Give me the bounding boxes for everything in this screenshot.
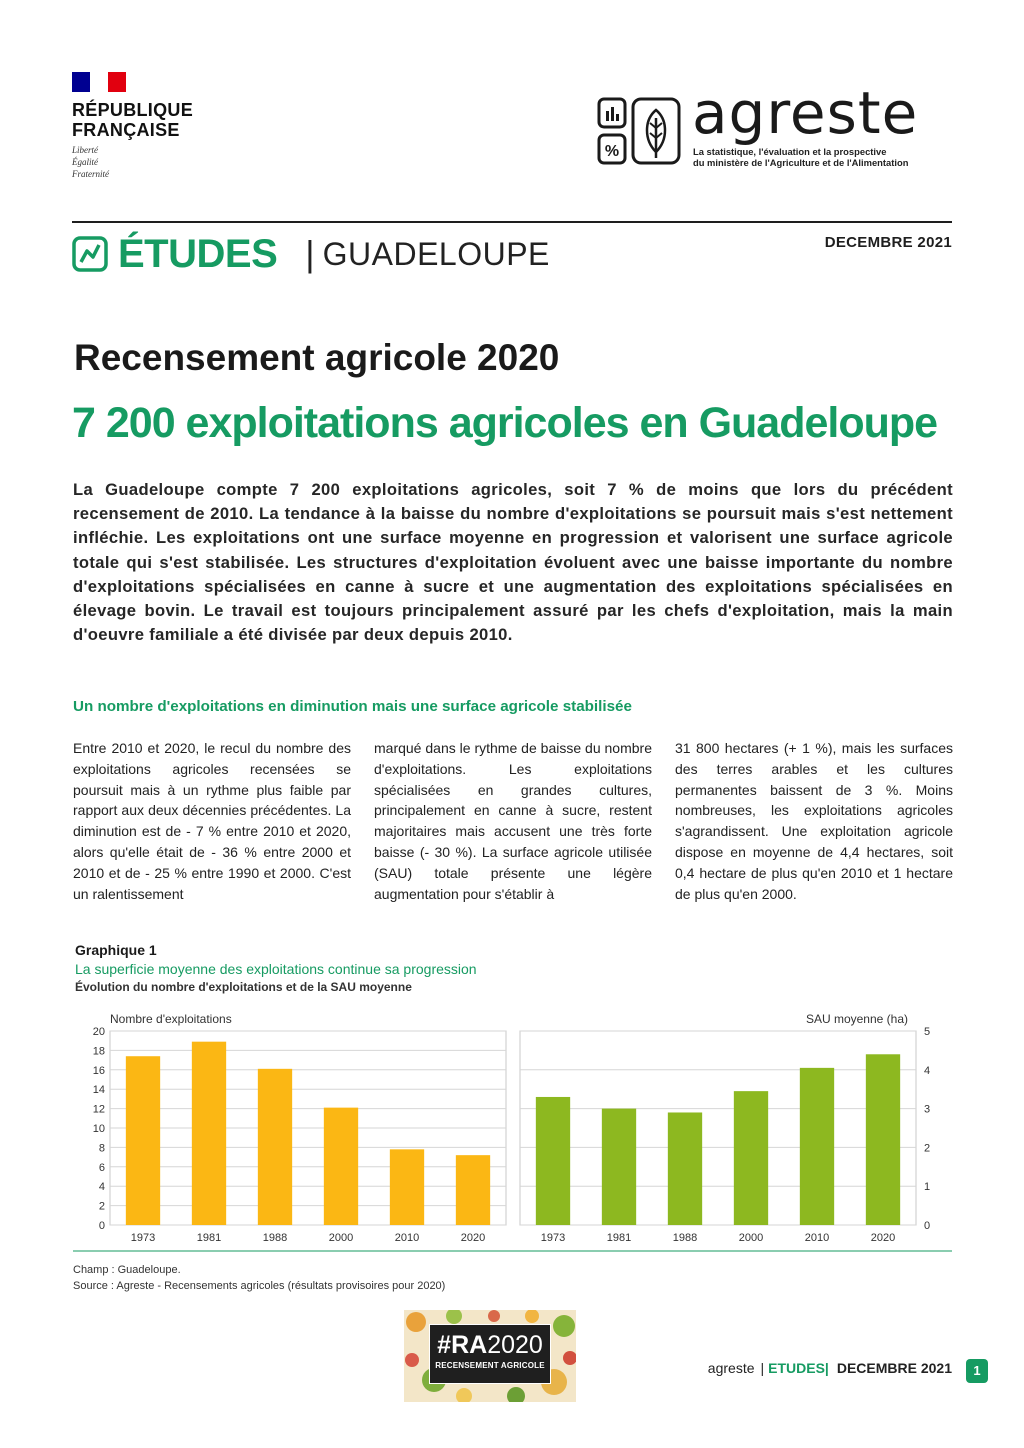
publication-date: DECEMBRE 2021: [824, 234, 952, 251]
chart-frame: [520, 1031, 916, 1225]
body-column-1: Entre 2010 et 2020, le recul du nombre des exploitations agricoles recensées se poursuit mais à un rythme plus faible par rapport aux deux décennies précédentes. La diminution est de - 7 % entre 2010 et 2020, alors qu'elle était de - 36 % entre 2000 et 2010 et de - 25 % entre 1990 et 2000. C'est un ralentissement: [73, 740, 351, 902]
x-tick-label: 1973: [130, 1232, 156, 1244]
republique-francaise-logo: [72, 72, 193, 180]
x-tick-label: 1981: [606, 1232, 632, 1244]
category-label: ÉTUDES: [118, 231, 278, 276]
y-tick-label: 6: [98, 1161, 105, 1174]
y-tick-label: 4: [924, 1064, 931, 1077]
bar: [800, 1068, 834, 1225]
y-tick-label: 18: [92, 1045, 105, 1058]
region-label: GUADELOUPE: [322, 235, 550, 272]
republique-francaise-name: RÉPUBLIQUE FRANÇAISE: [72, 100, 194, 140]
agreste-logo: [596, 79, 956, 172]
y-tick-label: 8: [98, 1142, 105, 1155]
x-tick-label: 2020: [870, 1232, 896, 1244]
bar: [866, 1054, 900, 1225]
section-heading: Un nombre d'exploitations en diminution mais une surface agricole stabilisée: [73, 698, 632, 715]
y-tick-label: 10: [92, 1123, 105, 1135]
ra-subtitle: RECENSEMENT AGRICOLE: [435, 1361, 545, 1370]
y-tick-label: 12: [92, 1103, 105, 1116]
figure-champ: Champ : Guadeloupe.: [73, 1264, 181, 1276]
figure-notes: [73, 1262, 445, 1294]
y-tick-label: 4: [98, 1181, 105, 1194]
ra2020-badge: [404, 1310, 576, 1402]
bar-charts: [60, 1005, 960, 1255]
x-tick-label: 2010: [394, 1232, 420, 1244]
figure-label: Graphique 1: [75, 942, 157, 958]
agreste-wordmark: agreste: [692, 79, 919, 147]
y-axis-label: SAU moyenne (ha): [805, 1012, 908, 1026]
publication-category-bar: [72, 232, 550, 276]
footer-separator: |: [760, 1360, 765, 1376]
category-separator: |: [305, 233, 315, 274]
intro-paragraph: La Guadeloupe compte 7 200 exploitations agricoles, soit 7 % de moins que lors du précédent recensement de 2010. La tendance à la baisse du nombre d'exploitations se poursuit mais s'est nettement infléchie. Les exploitations ont une surface moyenne en progression et valorisent une surface agricole totale qui s'est stabilisée. Les structures d'exploitation évoluent avec une baisse importante du nombre d'exploitations spécialisées en canne à sucre et une augmentation des exploitations spécialisées en élevage bovin. Le travail est toujours principalement assuré par les chefs d'exploitation, mais la main d'oeuvre familiale a été divisée par deux depuis 2010.: [73, 480, 953, 645]
republique-motto: Liberté Égalité Fraternité: [72, 145, 109, 179]
page-title: Recensement agricole 2020: [74, 337, 560, 378]
x-tick-label: 1981: [196, 1232, 222, 1244]
y-tick-label: 0: [98, 1220, 105, 1232]
bar: [668, 1112, 702, 1225]
x-tick-label: 2020: [460, 1232, 486, 1244]
y-tick-label: 3: [924, 1103, 931, 1116]
footer-category: ETUDES|: [768, 1360, 829, 1376]
footer-date: DECEMBRE 2021: [836, 1360, 952, 1376]
x-tick-label: 2000: [328, 1232, 354, 1244]
french-flag-icon: [72, 72, 126, 92]
bar: [734, 1091, 768, 1225]
figure-source: Source : Agreste - Recensements agricoles (résultats provisoires pour 2020): [73, 1280, 446, 1292]
ra-year: 2020: [487, 1331, 543, 1359]
bar: [258, 1069, 292, 1225]
bar: [324, 1108, 358, 1225]
ra-hashtag: #RA: [437, 1331, 488, 1359]
y-tick-label: 16: [92, 1064, 105, 1077]
y-tick-label: 20: [92, 1026, 105, 1038]
y-tick-label: 1: [924, 1181, 931, 1194]
agreste-pictograms-icon: [596, 96, 684, 168]
page-subtitle: 7 200 exploitations agricoles en Guadeloupe: [72, 399, 938, 447]
y-tick-label: 14: [92, 1084, 105, 1097]
agreste-tagline: La statistique, l'évaluation et la prospective du ministère de l'Agriculture et de l'Alimentation: [693, 146, 909, 168]
y-tick-label: 2: [924, 1142, 931, 1155]
ra2020-label-box: [429, 1324, 551, 1384]
bar: [390, 1149, 424, 1225]
bar: [126, 1056, 160, 1225]
body-column-2: marqué dans le rythme de baisse du nombre d'exploitations. Les exploitations spécialisées en grandes cultures, principalement en canne à sucre, restent majoritaires mais accusent une très forte baisse (- 30 %). La surface agricole utilisée (SAU) totale présente une légère augmentation pour s'établir à: [374, 740, 652, 902]
x-tick-label: 2010: [804, 1232, 830, 1244]
bar: [456, 1155, 490, 1225]
y-axis-label: Nombre d'exploitations: [110, 1012, 232, 1026]
page-footer: [708, 1360, 952, 1376]
bar: [602, 1109, 636, 1225]
body-columns: [73, 738, 953, 904]
page-number: 1: [966, 1359, 988, 1383]
y-tick-label: 2: [98, 1200, 105, 1213]
etudes-chart-icon: [72, 236, 108, 272]
y-tick-label: 0: [924, 1220, 931, 1232]
bar: [192, 1042, 226, 1225]
footer-brand: agreste: [707, 1360, 755, 1376]
x-tick-label: 1988: [672, 1232, 698, 1244]
svg-text:%: %: [604, 143, 620, 160]
x-tick-label: 2000: [738, 1232, 764, 1244]
y-tick-label: 5: [924, 1026, 931, 1038]
x-tick-label: 1973: [540, 1232, 566, 1244]
x-tick-label: 1988: [262, 1232, 288, 1244]
figure-subtitle: Évolution du nombre d'exploitations et de la SAU moyenne: [75, 980, 412, 994]
figure-title: La superficie moyenne des exploitations continue sa progression: [75, 961, 477, 977]
body-column-3: 31 800 hectares (+ 1 %), mais les surfaces des terres arables et les cultures permanentes baissent de 3 %. Moins nombreuses, les exploitations agricoles s'agrandissent. Une exploitation agricole dispose en moyenne de 4,4 hectares, soit 0,4 hectare de plus qu'en 2010 et 1 hectare de plus qu'en 2000.: [675, 740, 953, 902]
bar: [536, 1097, 570, 1225]
header-divider: [72, 221, 952, 223]
